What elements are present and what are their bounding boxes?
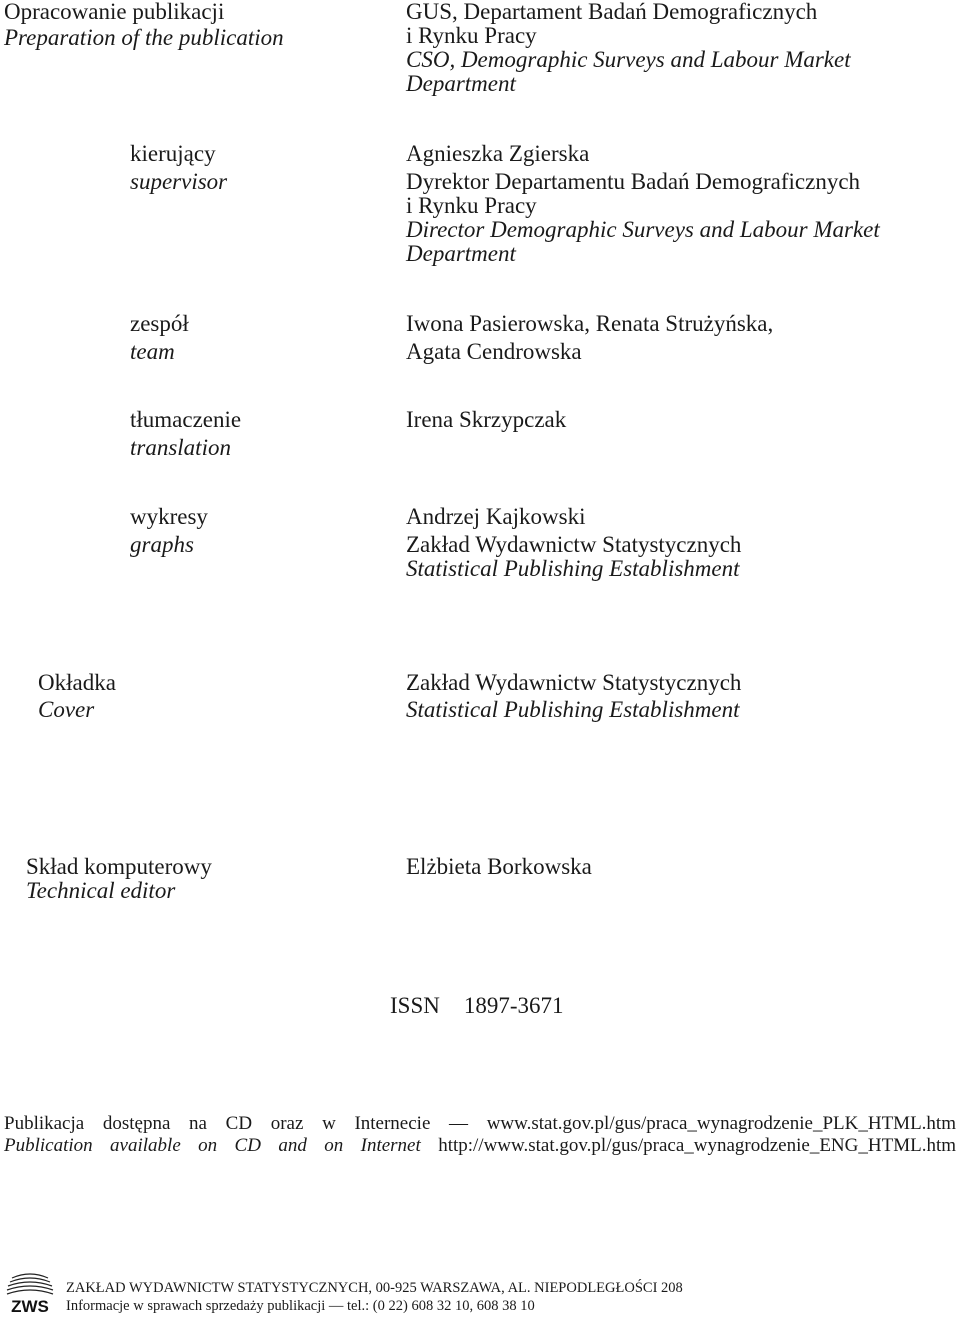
footer-line2: Informacje w sprawach sprzedaży publikacji — tel.: (0 22) 608 32 10, 608 38 10 [66,1298,535,1314]
translation-label-en: translation [130,435,231,460]
supervisor-label-pl: kierujący [130,141,216,166]
preparation-value-en-line2: Department [406,71,516,96]
preparation-value-line2: i Rynku Pracy [406,23,537,48]
supervisor-label-en: supervisor [130,169,228,194]
technical-editor-value [406,855,592,879]
graphs-label-en: graphs [130,532,194,557]
supervisor-title-en-line1: Director Demographic Surveys and Labour Market [406,217,880,242]
translation-label [130,408,241,460]
preparation-label-pl: Opracowanie publikacji [4,0,225,24]
preparation-value-line1: GUS, Departament Badań Demograficznych [406,0,818,24]
graphs-label [130,505,208,557]
supervisor-title-en-line2: Department [406,241,516,266]
graphs-value [406,505,741,581]
technical-editor-name: Elżbieta Borkowska [406,854,592,879]
graphs-org-en: Statistical Publishing Establishment [406,556,740,581]
cover-org-pl: Zakład Wydawnictw Statystycznych [406,670,742,695]
preparation-label [4,0,284,50]
cover-label-pl: Okładka [38,670,116,695]
technical-editor-label [26,855,212,903]
issn-label: ISSN [390,993,440,1018]
team-label [130,312,189,364]
translation-value [406,408,566,432]
availability-pl: Publikacja dostępna na CD oraz w Internecie — www.stat.gov.pl/gus/praca_wynagrodzenie_PLK_HTML.htm [4,1113,956,1134]
zws-logo [4,1272,56,1314]
preparation-value [406,0,851,96]
issn-number: 1897-3671 [463,993,564,1018]
availability-en-text: Publication available on CD and on Internet [4,1135,421,1156]
cover-label [38,671,116,722]
footer-line1: ZAKŁAD WYDAWNICTW STATYSTYCZNYCH, 00-925 WARSZAWA, AL. NIEPODLEGŁOŚCI 208 [66,1280,683,1296]
team-value [406,312,773,364]
graphs-org-pl: Zakład Wydawnictw Statystycznych [406,532,742,557]
cover-org-en: Statistical Publishing Establishment [406,697,740,722]
availability-en-url[interactable]: http://www.stat.gov.pl/gus/praca_wynagrodzenie_ENG_HTML.htm [438,1135,957,1156]
team-label-pl: zespół [130,311,189,336]
issn [390,994,564,1018]
technical-editor-label-pl: Skład komputerowy [26,854,212,879]
translation-label-pl: tłumaczenie [130,407,242,432]
preparation-label-en: Preparation of the publication [4,25,284,50]
availability-en [4,1134,956,1158]
technical-editor-label-en: Technical editor [26,878,176,903]
supervisor-title-line2: i Rynku Pracy [406,193,537,218]
team-label-en: team [130,339,175,364]
zws-logo-text: ZWS [11,1297,49,1314]
supervisor-title-line1: Dyrektor Departamentu Badań Demograficznych [406,169,861,194]
translation-name: Irena Skrzypczak [406,407,567,432]
supervisor-name: Agnieszka Zgierska [406,141,590,166]
supervisor-label [130,142,227,194]
team-line1: Iwona Pasierowska, Renata Strużyńska, [406,311,774,336]
logo-arc-5 [7,1290,53,1294]
team-line2: Agata Cendrowska [406,339,582,364]
supervisor-value [406,142,880,266]
graphs-label-pl: wykresy [130,504,208,529]
cover-label-en: Cover [38,697,95,722]
footer-text [66,1279,683,1315]
zws-logo-graphic [4,1272,56,1314]
cover-value [406,671,741,722]
graphs-name: Andrzej Kajkowski [406,504,586,529]
preparation-value-en-line1: CSO, Demographic Surveys and Labour Market [406,47,851,72]
